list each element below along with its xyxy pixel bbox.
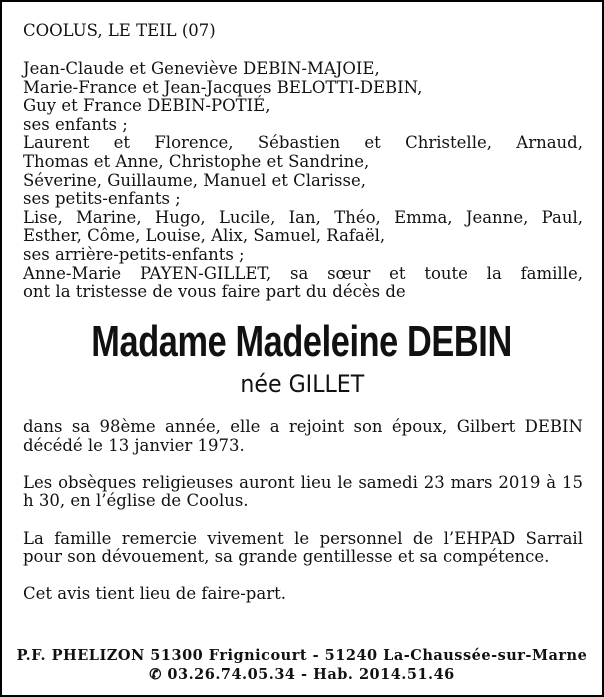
deceased-name: Madame Madeleine DEBIN — [91, 317, 513, 366]
family-line: Laurent et Florence, Sébastien et Christelle, Arnaud, — [23, 133, 583, 153]
funeral-home-footer — [2, 646, 602, 684]
family-line: Thomas et Anne, Christophe et Sandrine, — [23, 151, 370, 171]
family-line: Séverine, Guillaume, Manuel et Clarisse, — [23, 170, 366, 190]
family-line: Marie-France et Jean-Jacques BELOTTI-DEBIN, — [23, 77, 423, 97]
age-paragraph: dans sa 98ème année, elle a rejoint son époux, Gilbert DEBIN décédé le 13 janvier 1973. — [23, 417, 583, 455]
family-line: Lise, Marine, Hugo, Lucile, Ian, Théo, Emma, Jeanne, Paul, — [23, 207, 583, 227]
family-line: Guy et France DEBIN-POTIÉ, — [23, 96, 271, 116]
thanks-paragraph: La famille remercie vivement le personnel de l’EHPAD Sarrail pour son dévouement, sa grande gentillesse et sa compétence. — [23, 528, 583, 567]
family-list — [23, 60, 583, 302]
family-line: ont la tristesse de vous faire part du décès de — [23, 282, 406, 302]
family-line: ses enfants ; — [23, 114, 128, 134]
family-line: Esther, Côme, Louise, Alix, Samuel, Rafaël, — [23, 226, 386, 246]
funeral-home-phone: ✆ 03.26.74.05.34 - Hab. 2014.51.46 — [149, 666, 455, 683]
funeral-paragraph: Les obsèques religieuses auront lieu le samedi 23 mars 2019 à 15 h 30, en l’église de Coolus. — [23, 472, 583, 511]
family-line: Anne-Marie PAYEN-GILLET, sa sœur et toute la famille, — [23, 263, 583, 283]
notice-body — [23, 418, 583, 623]
funeral-home-address: P.F. PHELIZON 51300 Frignicourt - 51240 La-Chaussée-sur-Marne — [16, 647, 588, 664]
maiden-name: née GILLET — [240, 370, 364, 398]
family-line: ses arrière-petits-enfants ; — [23, 244, 245, 264]
family-line: ses petits-enfants ; — [23, 189, 181, 209]
closing-paragraph: Cet avis tient lieu de faire-part. — [23, 584, 286, 604]
deceased-block — [2, 316, 602, 398]
family-line: Jean-Claude et Geneviève DEBIN-MAJOIE, — [23, 59, 380, 78]
location-heading: COOLUS, LE TEIL (07) — [23, 21, 216, 40]
